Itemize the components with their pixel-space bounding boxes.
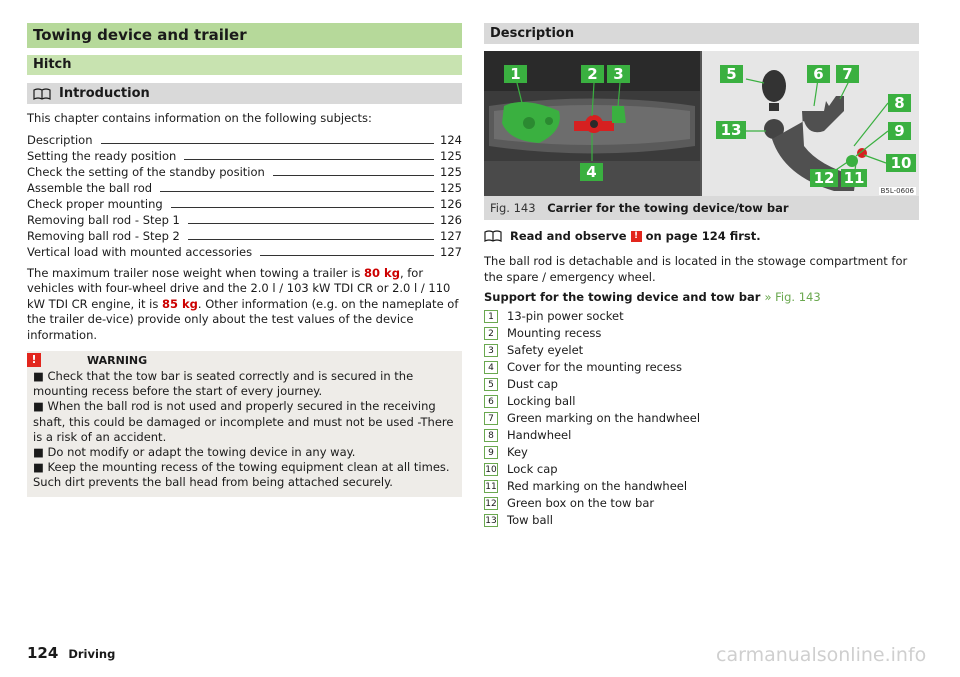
description-text: The ball rod is detachable and is located in the stowage compartment for the spare / emergency wheel. (484, 254, 908, 284)
legend-list (484, 308, 919, 529)
toc-item[interactable] (27, 132, 462, 148)
warning-item: ■ Check that the tow bar is seated correctly and is secured in the mounting recess before the start of every journey. (33, 369, 414, 399)
right-column (484, 23, 919, 529)
warning-box (27, 351, 462, 497)
legend-number: 5 (484, 378, 498, 391)
toc-label: Description (27, 132, 93, 147)
callout-1: 1 (504, 65, 527, 83)
list-item (484, 325, 919, 342)
toc-page: 127 (440, 228, 462, 243)
callout-9: 9 (888, 122, 911, 140)
legend-number: 3 (484, 344, 498, 357)
legend-text: Cover for the mounting recess (507, 360, 683, 374)
warning-header (27, 351, 456, 369)
page-number: 124 (27, 644, 59, 662)
figure-code: B5L-0606 (880, 187, 914, 195)
list-item (484, 376, 919, 393)
legend-text: Safety eyelet (507, 343, 584, 357)
figure-towing-device (484, 51, 919, 196)
weight-text-part: The maximum trailer nose weight when towing a trailer is (27, 265, 365, 280)
toc-label: Check proper mounting (27, 196, 163, 211)
callout-5: 5 (720, 65, 743, 83)
toc-page: 124 (440, 132, 462, 147)
toc-leader (273, 175, 434, 176)
list-item (484, 427, 919, 444)
weight-text-part: , for vehicles with four-wheel drive and the 2.0 l / 103 kW TDI CR or 2.0 l / 110 kW TDI CR engine, it is (27, 265, 451, 311)
list-item (484, 308, 919, 325)
toc-page: 127 (440, 244, 462, 259)
chapter-title: Towing device and trailer (27, 23, 462, 48)
support-label: Support for the towing device and tow bar (484, 290, 761, 304)
legend-text: Tow ball (507, 513, 553, 527)
figure-number: Fig. 143 (490, 201, 536, 215)
support-heading (484, 290, 919, 306)
legend-number: 8 (484, 429, 498, 442)
weight-value-80: 80 kg (364, 265, 400, 280)
watermark-text: carmanualsonline.info (716, 644, 927, 666)
list-item (484, 444, 919, 461)
toc-item[interactable] (27, 212, 462, 228)
legend-number: 2 (484, 327, 498, 340)
toc-page: 125 (440, 180, 462, 195)
figure-reference-link[interactable]: » Fig. 143 (764, 290, 821, 304)
legend-text: Dust cap (507, 377, 558, 391)
legend-number: 12 (485, 498, 497, 509)
toc-label: Assemble the ball rod (27, 180, 153, 195)
toc-item[interactable] (27, 180, 462, 196)
warning-icon: ! (27, 353, 41, 367)
list-item (484, 410, 919, 427)
legend-number: 11 (485, 481, 497, 492)
callout-8: 8 (888, 94, 911, 112)
legend-text: Handwheel (507, 428, 572, 442)
toc-leader (160, 191, 434, 192)
callout-13: 13 (716, 121, 746, 139)
legend-text: Green marking on the handwheel (507, 411, 701, 425)
toc-leader (101, 143, 435, 144)
toc-item[interactable] (27, 148, 462, 164)
warning-item: ■ Do not modify or adapt the towing device in any way. (33, 445, 356, 460)
callout-12: 12 (810, 169, 838, 187)
callout-7: 7 (836, 65, 859, 83)
legend-text: Green box on the tow bar (507, 496, 655, 510)
legend-number: 6 (484, 395, 498, 408)
warning-icon: ! (631, 231, 642, 242)
toc-page: 125 (440, 164, 462, 179)
legend-number: 13 (485, 515, 497, 526)
weight-text-part: . Other information (e.g. on the nameplate of the trailer de-vice) provide only about the test values of the device information. (27, 296, 459, 342)
list-item (484, 512, 919, 529)
toc-leader (188, 239, 434, 240)
toc-label: Setting the ready position (27, 148, 177, 163)
toc-label: Check the setting of the standby position (27, 164, 265, 179)
legend-text: Key (507, 445, 528, 459)
toc-page: 125 (440, 148, 462, 163)
callout-11: 11 (841, 169, 867, 187)
toc-page: 126 (440, 212, 462, 227)
legend-number: 4 (484, 361, 498, 374)
trailer-weight-text (27, 266, 462, 344)
weight-value-85: 85 kg (162, 296, 198, 311)
list-item (484, 495, 919, 512)
list-item (484, 393, 919, 410)
toc-label: Removing ball rod - Step 1 (27, 212, 180, 227)
toc-item[interactable] (27, 228, 462, 244)
legend-text: Lock cap (507, 462, 558, 476)
legend-text: Red marking on the handwheel (507, 479, 688, 493)
toc-leader (260, 255, 434, 256)
figure-caption (484, 196, 919, 220)
toc-leader (188, 223, 434, 224)
legend-text: 13-pin power socket (507, 309, 624, 323)
list-item (484, 461, 919, 478)
read-observe-text: Read and observe (510, 229, 627, 243)
legend-number: 9 (484, 446, 498, 459)
legend-number: 1 (484, 310, 498, 323)
legend-number: 7 (484, 412, 498, 425)
toc-label: Vertical load with mounted accessories (27, 244, 253, 259)
footer-section: Driving (68, 647, 116, 661)
intro-text: This chapter contains information on the following subjects: (27, 111, 372, 125)
subsection-introduction (27, 83, 462, 104)
read-and-observe (484, 227, 919, 245)
section-title-description: Description (484, 23, 919, 44)
table-of-contents (27, 132, 462, 260)
open-book-icon (484, 230, 502, 242)
warning-title: WARNING (87, 353, 148, 367)
list-item (484, 342, 919, 359)
figure-caption-title: Carrier for the towing device/tow bar (547, 201, 789, 215)
read-observe-link[interactable]: on page 124 first. (645, 229, 761, 243)
toc-item[interactable] (27, 196, 462, 212)
list-item (484, 359, 919, 376)
warning-item: ■ When the ball rod is not used and properly secured in the receiving shaft, this could be damaged or incomplete and must not be used -There is a risk of an accident. (33, 399, 454, 444)
left-column (27, 23, 462, 497)
callout-2: 2 (581, 65, 604, 83)
warning-item: ■ Keep the mounting recess of the towing equipment clean at all times. Such dirt prevents the ball head from being attached securely. (33, 460, 450, 490)
page-footer (27, 644, 115, 662)
toc-item[interactable] (27, 164, 462, 180)
legend-text: Locking ball (507, 394, 576, 408)
open-book-icon (33, 88, 51, 100)
toc-page: 126 (440, 196, 462, 211)
toc-leader (184, 159, 434, 160)
toc-item[interactable] (27, 244, 462, 260)
toc-leader (171, 207, 434, 208)
toc-label: Removing ball rod - Step 2 (27, 228, 180, 243)
callout-3: 3 (607, 65, 630, 83)
callout-6: 6 (807, 65, 830, 83)
callout-10: 10 (886, 154, 916, 172)
subsection-title: Introduction (59, 86, 150, 101)
legend-text: Mounting recess (507, 326, 602, 340)
legend-number: 10 (485, 464, 497, 475)
section-title-hitch: Hitch (27, 55, 462, 75)
list-item (484, 478, 919, 495)
callout-4: 4 (580, 163, 603, 181)
